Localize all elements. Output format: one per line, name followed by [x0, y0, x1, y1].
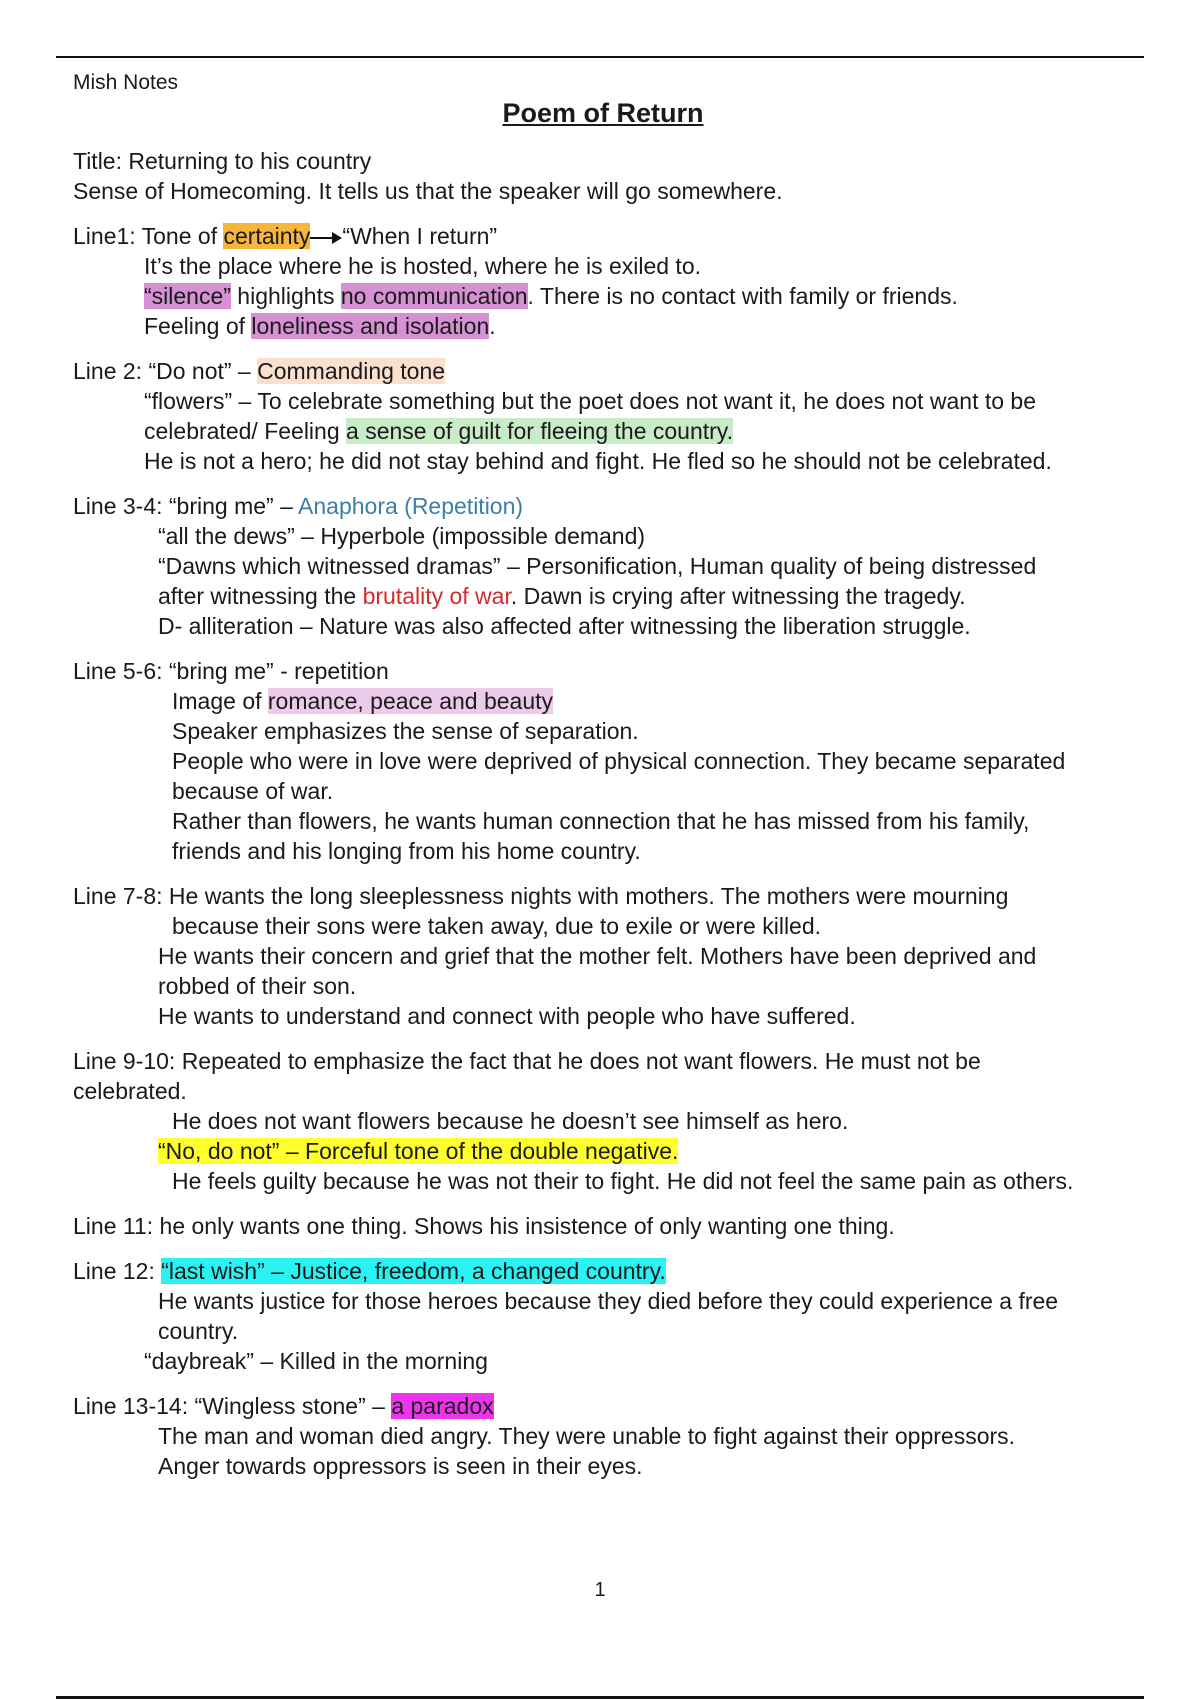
highlight-silence: “silence”: [144, 283, 231, 309]
line1-note-1: It’s the place where he is hosted, where he is exiled to.: [144, 253, 702, 279]
anaphora-term: Anaphora (Repetition): [298, 493, 524, 519]
line78-heading: Line 7-8: He wants the long sleeplessness nights with mothers. The mothers were mourning: [73, 883, 1009, 909]
line34-note-3a: after witnessing the: [158, 583, 363, 609]
section-line-11: [73, 1211, 1133, 1241]
line78-note-1: because their sons were taken away, due to exile or were killed.: [172, 913, 822, 939]
line12-heading: [73, 1256, 1133, 1286]
line12-note-3: “daybreak” – Killed in the morning: [144, 1348, 488, 1374]
line2-note-3: He is not a hero; he did not stay behind and fight. He fled so he should not be celebrated.: [144, 448, 1052, 474]
line56-note-5: Rather than flowers, he wants human connection that he has missed from his family,: [172, 808, 1030, 834]
intro-section: [73, 146, 1133, 206]
section-line-5-6: [73, 656, 1133, 866]
line1-note-2b: . There is no contact with family or friends.: [527, 283, 958, 309]
line1314-note-2: Anger towards oppressors is seen in their eyes.: [158, 1453, 643, 1479]
line12-prefix: Line 12:: [73, 1258, 162, 1284]
line910-note-1: He does not want flowers because he doesn’t see himself as hero.: [172, 1108, 849, 1134]
line1-quote: “When I return”: [342, 223, 498, 249]
line34-note-3b: . Dawn is crying after witnessing the tragedy.: [510, 583, 966, 609]
line56-note-6: friends and his longing from his home country.: [172, 838, 641, 864]
line2-note-1: “flowers” – To celebrate something but the poet does not want it, he does not want to be: [144, 388, 1037, 414]
line56-note-3: People who were in love were deprived of physical connection. They became separated: [172, 748, 1066, 774]
highlight-forceful-tone: “No, do not” – Forceful tone of the double negative.: [158, 1138, 679, 1164]
line1-note-3b: .: [489, 313, 496, 339]
line56-heading: Line 5-6: “bring me” - repetition: [73, 658, 389, 684]
line56-note-1: [73, 686, 1133, 716]
line34-heading: [73, 491, 1133, 521]
line56-note-2: Speaker emphasizes the sense of separation.: [172, 718, 639, 744]
highlight-guilt: a sense of guilt for fleeing the country.: [346, 418, 733, 444]
line78-note-2: He wants their concern and grief that the mother felt. Mothers have been deprived and: [158, 943, 1037, 969]
highlight-certainty: certainty: [223, 223, 311, 249]
line2-note-2a: celebrated/ Feeling: [144, 418, 347, 444]
line1-heading: [73, 221, 1133, 251]
line1-note-2: [73, 281, 1133, 311]
line56-note-4: because of war.: [172, 778, 334, 804]
line1314-heading: [73, 1391, 1133, 1421]
intro-sense-line: Sense of Homecoming. It tells us that the speaker will go somewhere.: [73, 178, 783, 204]
line910-note-2: [73, 1136, 1133, 1166]
line910-heading: Line 9-10: Repeated to emphasize the fact that he does not want flowers. He must not be: [73, 1048, 981, 1074]
header-label: Mish Notes: [73, 71, 179, 94]
bottom-rule: [56, 1696, 1144, 1699]
top-rule: [56, 56, 1144, 58]
line910-heading-cont: celebrated.: [73, 1078, 187, 1104]
section-line-9-10: [73, 1046, 1133, 1196]
highlight-last-wish: “last wish” – Justice, freedom, a changed country.: [161, 1258, 666, 1284]
highlight-romance: romance, peace and beauty: [267, 688, 554, 714]
highlight-paradox: a paradox: [391, 1393, 494, 1419]
section-line-2: [73, 356, 1133, 476]
line34-note-2: “Dawns which witnessed dramas” – Personification, Human quality of being distressed: [158, 553, 1037, 579]
line2-prefix: Line 2: “Do not” –: [73, 358, 258, 384]
highlight-loneliness: loneliness and isolation: [251, 313, 490, 339]
document-body: [73, 70, 1133, 1496]
line78-note-4: He wants to understand and connect with people who have suffered.: [158, 1003, 856, 1029]
arrow-right-icon: [310, 231, 342, 245]
page-title: Poem of Return: [502, 98, 704, 128]
line1-note-3a: Feeling of: [144, 313, 252, 339]
section-line-1: [73, 221, 1133, 341]
line78-note-3: robbed of their son.: [158, 973, 357, 999]
line12-note-1: He wants justice for those heroes because they died before they could experience a free: [158, 1288, 1059, 1314]
highlight-no-communication: no communication: [340, 283, 528, 309]
line34-note-1: “all the dews” – Hyperbole (impossible demand): [158, 523, 646, 549]
line1-prefix: Line1: Tone of: [73, 223, 224, 249]
line1-note-2a: highlights: [230, 283, 341, 309]
section-line-13-14: [73, 1391, 1133, 1481]
line2-note-2: [73, 416, 1133, 446]
line56-note-1a: Image of: [172, 688, 268, 714]
line910-note-3: He feels guilty because he was not their to fight. He did not feel the same pain as others.: [172, 1168, 1074, 1194]
brutality-term: brutality of war: [362, 583, 511, 609]
line11-text: Line 11: he only wants one thing. Shows his insistence of only wanting one thing.: [73, 1213, 895, 1239]
line34-note-4: D- alliteration – Nature was also affected after witnessing the liberation struggle.: [158, 613, 971, 639]
line34-prefix: Line 3-4: “bring me” –: [73, 493, 299, 519]
intro-title-line: Title: Returning to his country: [73, 148, 372, 174]
highlight-commanding-tone: Commanding tone: [257, 358, 446, 384]
section-line-3-4: [73, 491, 1133, 641]
section-line-7-8: [73, 881, 1133, 1031]
section-line-12: [73, 1256, 1133, 1376]
page-number: 1: [594, 1579, 606, 1601]
line12-note-2: country.: [158, 1318, 239, 1344]
line1314-prefix: Line 13-14: “Wingless stone” –: [73, 1393, 392, 1419]
line34-note-3: [73, 581, 1133, 611]
line1-note-3: [73, 311, 1133, 341]
line1314-note-1: The man and woman died angry. They were unable to fight against their oppressors.: [158, 1423, 1016, 1449]
line2-heading: [73, 356, 1133, 386]
